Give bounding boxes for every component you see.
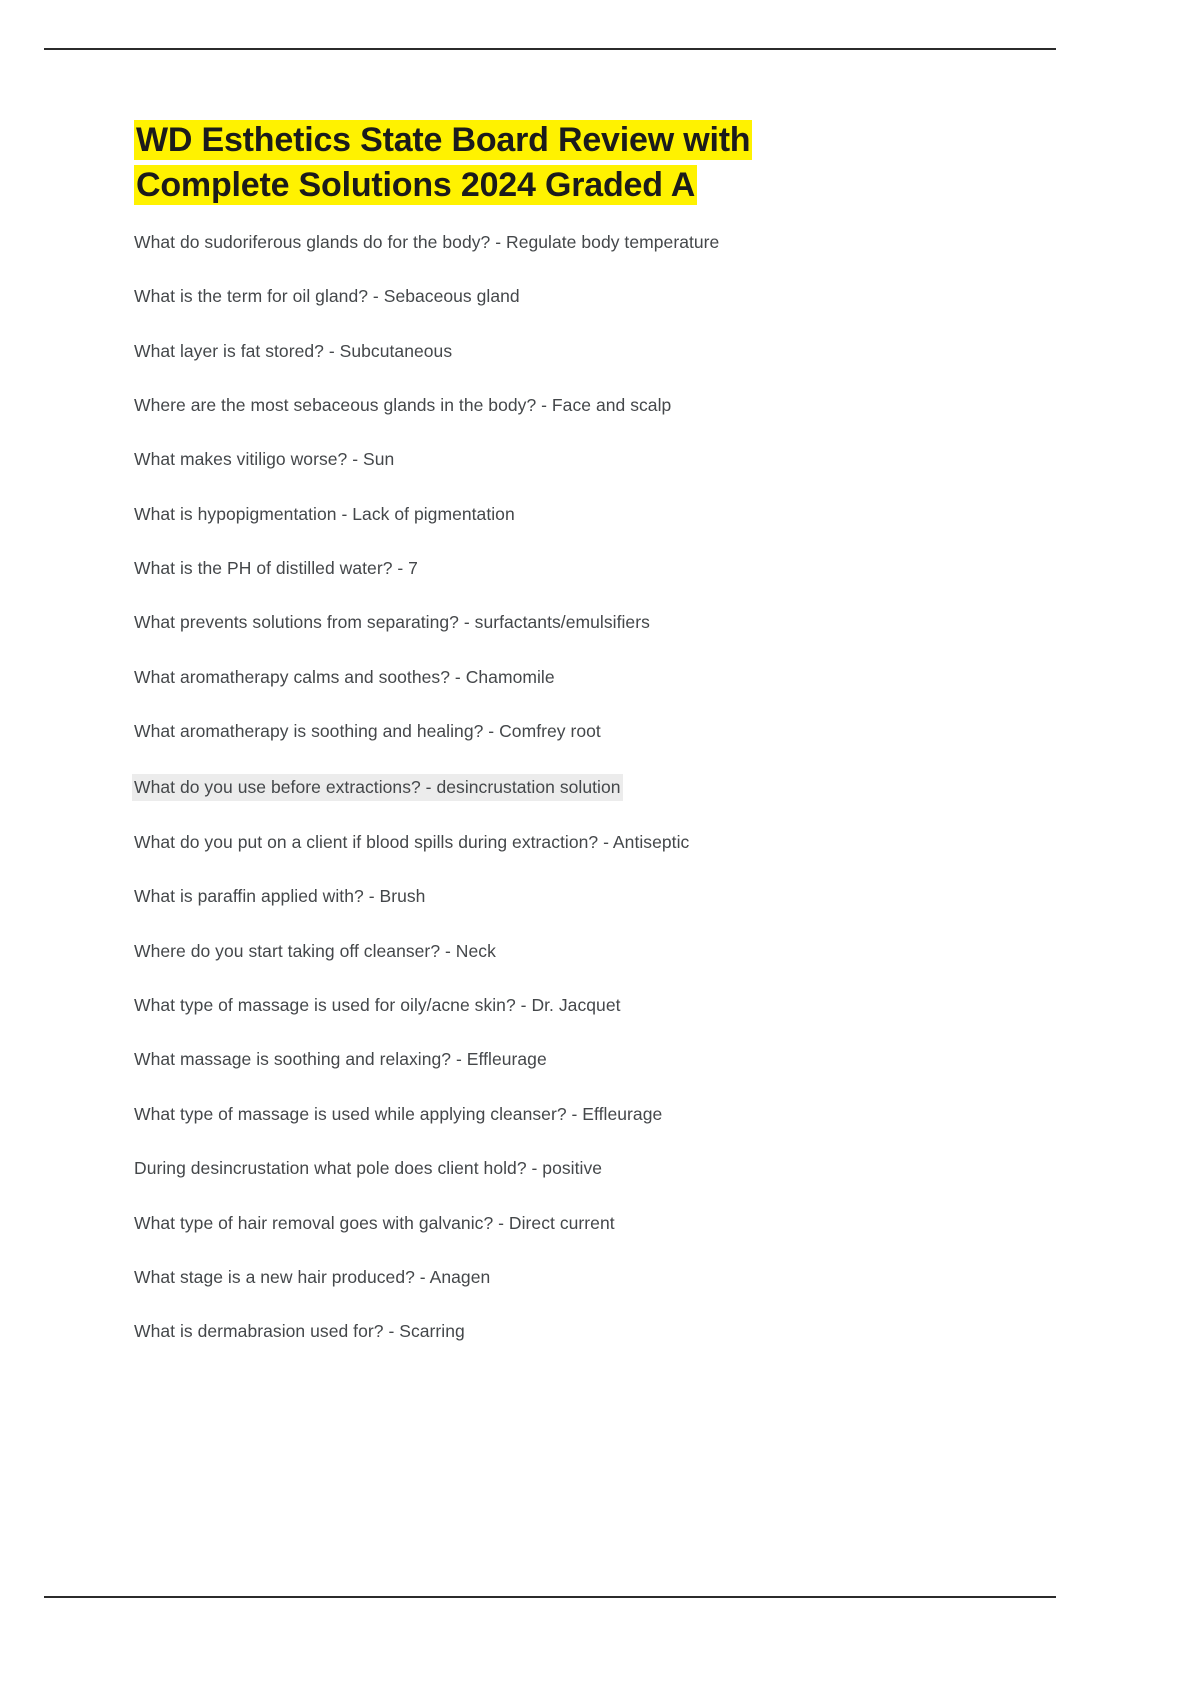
qa-item: Where do you start taking off cleanser? - Neck bbox=[134, 940, 496, 961]
qa-item: What type of massage is used for oily/acne skin? - Dr. Jacquet bbox=[134, 995, 621, 1015]
qa-item: What is the term for oil gland? - Sebaceous gland bbox=[134, 286, 520, 307]
qa-item: What is paraffin applied with? - Brush bbox=[134, 886, 426, 907]
qa-item: What layer is fat stored? - Subcutaneous bbox=[134, 340, 453, 361]
qa-item: What aromatherapy is soothing and healing? - Comfrey root bbox=[134, 721, 601, 742]
qa-list bbox=[134, 230, 1034, 1345]
qa-item: What prevents solutions from separating? - surfactants/emulsifiers bbox=[134, 612, 650, 633]
qa-item: What type of massage is used while applying cleanser? - Effleurage bbox=[134, 1103, 663, 1124]
document-content bbox=[134, 118, 1034, 1345]
qa-item: What massage is soothing and relaxing? - Effleurage bbox=[134, 1049, 547, 1070]
qa-item: What is hypopigmentation - Lack of pigmentation bbox=[134, 503, 515, 524]
qa-item: During desincrustation what pole does client hold? - positive bbox=[134, 1158, 603, 1179]
page-bottom-divider bbox=[44, 1596, 1056, 1598]
page-title-line-2: Complete Solutions 2024 Graded A bbox=[136, 165, 696, 204]
qa-item: What do you use before extractions? - desincrustation solution bbox=[132, 774, 623, 801]
qa-item: What makes vitiligo worse? - Sun bbox=[134, 449, 395, 470]
qa-item: What do you put on a client if blood spills during extraction? - Antiseptic bbox=[134, 831, 690, 852]
qa-item: What type of hair removal goes with galvanic? - Direct current bbox=[134, 1212, 615, 1233]
qa-item: What do sudoriferous glands do for the body? - Regulate body temperature bbox=[134, 231, 720, 252]
page-top-divider bbox=[44, 48, 1056, 50]
page-title bbox=[134, 118, 1034, 208]
qa-item: What aromatherapy calms and soothes? - Chamomile bbox=[134, 666, 555, 687]
page-title-line-1: WD Esthetics State Board Review with bbox=[136, 121, 751, 159]
qa-item: What is the PH of distilled water? - 7 bbox=[134, 558, 418, 578]
qa-item: What is dermabrasion used for? - Scarring bbox=[134, 1321, 465, 1342]
qa-item: What stage is a new hair produced? - Anagen bbox=[134, 1266, 491, 1287]
qa-item: Where are the most sebaceous glands in the body? - Face and scalp bbox=[134, 394, 672, 415]
